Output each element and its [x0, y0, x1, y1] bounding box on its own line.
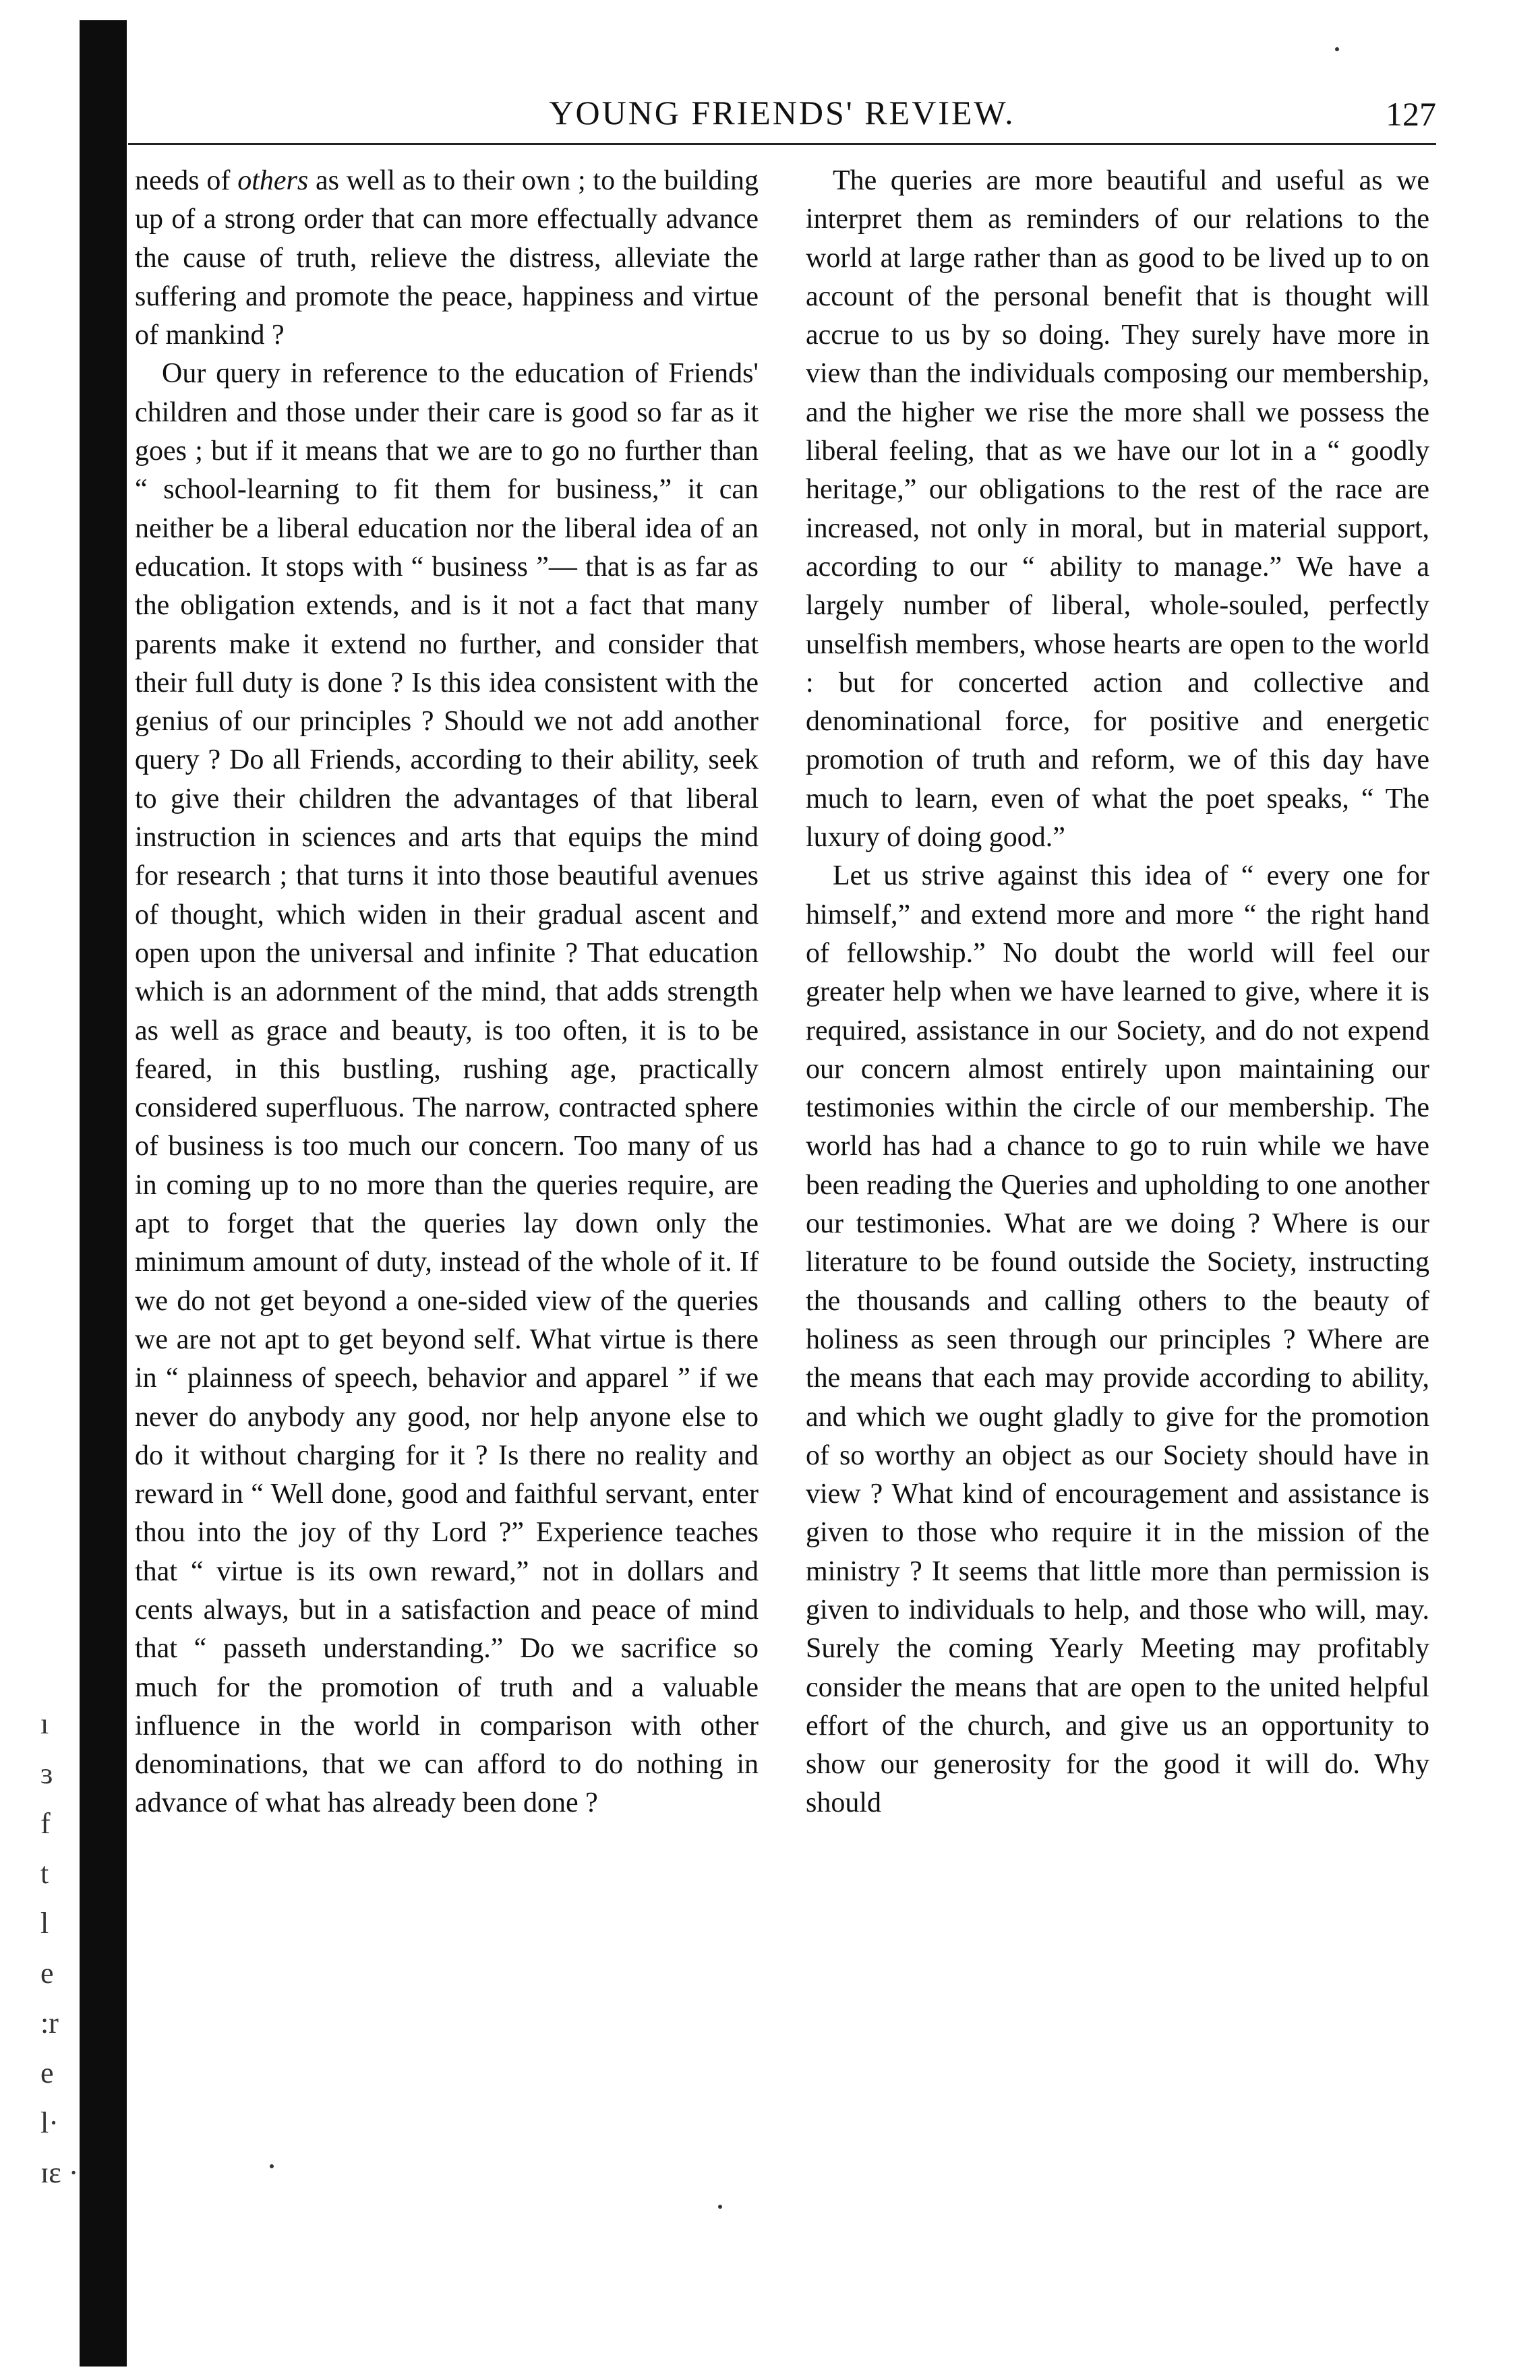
- gutter-marks: [40, 1699, 101, 2198]
- left-p1-rest: as well as to their own ; to the building up of a strong order that can more effectually advance the cause of truth, relieve the distress, alleviate the suffering and promote the peace, happiness and virtue of mankind ?: [135, 165, 759, 351]
- page-number: 127: [1386, 95, 1436, 133]
- gutter-mark: :r: [40, 2006, 59, 2040]
- gutter-mark: l·: [40, 2106, 59, 2139]
- gutter-mark: e: [40, 1957, 54, 1990]
- gutter-mark: t: [40, 1857, 49, 1890]
- left-column: [135, 162, 759, 1823]
- gutter-mark: ı: [40, 1707, 49, 1740]
- page-header: [128, 93, 1436, 140]
- left-paragraph-1: [135, 162, 759, 355]
- gutter-mark: f: [40, 1807, 51, 1840]
- right-column: [806, 162, 1429, 1823]
- gutter-mark: ɪɛ ·: [40, 2156, 79, 2189]
- gutter-mark: ɜ: [40, 1757, 53, 1790]
- header-rule: [128, 143, 1436, 145]
- gutter-mark: e: [40, 2056, 54, 2089]
- left-p1-italic: others: [237, 165, 309, 196]
- right-paragraph-2: Let us strive against this idea of “ every one for himself,” and extend more and more “ the right hand of fellowship.” No doubt the world will feel our greater help when we have learned to give, where it is required, assistance in our Society, and do not expend our concern almost entirely upon maintaining our testimonies within the circle of our membership. The world has had a chance to go to ruin while we have been reading the Queries and upholding to one another our testimonies. What are we doing ? Where is our literature to be found outside the Society, instructing the thousands and calling others to the beauty of holiness as seen through our principles ? Where are the means that each may provide according to ability, and which we ought gladly to give for the promotion of so worthy an object as our Society should have in view ? What kind of encouragement and assistance is given to those who require it in the mission of the ministry ? It seems that little more than permission is given to individuals to help, and those who will, may. Surely the coming Yearly Meeting may profitably consider the means that are open to the united helpful effort of the church, and give us an opportunity to show our generosity for the good it will do. Why should: [806, 860, 1429, 1819]
- stray-dot: [718, 2205, 722, 2209]
- left-p1-start: needs of: [135, 165, 238, 196]
- stray-dot: [270, 2164, 274, 2168]
- left-paragraph-2: Our query in reference to the education of Friends' children and those under their care is good so far as it goes ; but if it means that we are to go no further than “ school-learning to fit them for business,” it can neither be a liberal education nor the liberal idea of an education. It stops with “ business ”— that is as far as the obligation extends, and is it not a fact that many parents make it extend no further, and consider that their full duty is done ? Is this idea consistent with the genius of our principles ? Should we not add another query ? Do all Friends, according to their ability, seek to give their children the advantages of that liberal instruction in sciences and arts that equips the mind for research ; that turns it into those beautiful avenues of thought, which widen in their gradual ascent and open upon the universal and infinite ? That education which is an adornment of the mind, that adds strength as well as grace and beauty, is too often, it is to be feared, in this bustling, rushing age, practically considered superfluous. The narrow, contracted sphere of business is too much our concern. Too many of us in coming up to no more than the queries require, are apt to forget that the queries lay down only the minimum amount of duty, instead of the whole of it. If we do not get beyond a one-sided view of the queries we are not apt to get beyond self. What virtue is there in “ plainness of speech, behavior and apparel ” if we never do anybody any good, nor help anyone else to do it without charging for it ? Is there no reality and reward in “ Well done, good and faithful servant, enter thou into the joy of thy Lord ?” Experience teaches that “ virtue is its own reward,” not in dollars and cents always, but in a satisfaction and peace of mind that “ passeth understanding.” Do we sacrifice so much for the promotion of truth and a valuable influence in the world in comparison with other denominations, that we can afford to do nothing in advance of what has already been done ?: [135, 358, 759, 1819]
- right-paragraph-1: The queries are more beautiful and useful as we interpret them as reminders of our relations to the world at large rather than as good to be lived up to on account of the personal benefit that is thought will accrue to us by so doing. They surely have more in view than the individuals composing our membership, and the higher we rise the more shall we possess the liberal feeling, that as we have our lot in a “ goodly heritage,” our obligations to the rest of the race are increased, not only in moral, but in material support, according to our “ ability to manage.” We have a largely number of liberal, whole-souled, perfectly unselfish members, whose hearts are open to the world : but for concerted action and collective and denominational force, for positive and energetic promotion of truth and reform, we of this day have much to learn, even of what the poet speaks, “ The luxury of doing good.”: [806, 165, 1429, 854]
- running-title: YOUNG FRIENDS' REVIEW.: [549, 94, 1015, 131]
- stray-dot: [1335, 47, 1339, 51]
- gutter-mark: l: [40, 1907, 49, 1940]
